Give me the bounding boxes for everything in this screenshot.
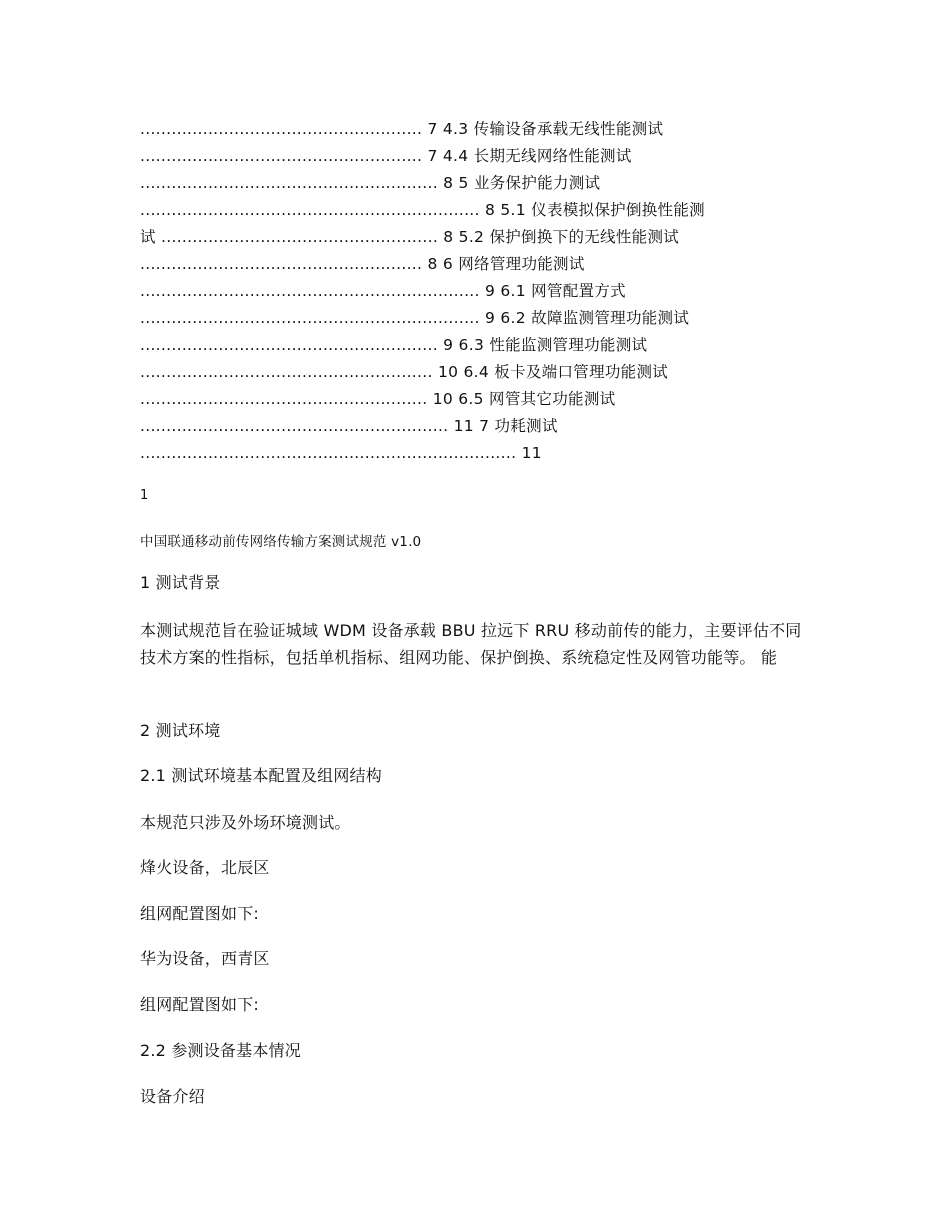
table-of-contents xyxy=(140,116,820,467)
toc-entry[interactable]: ...................................................... 7 4.4 长期无线网络性能测试 xyxy=(140,147,632,165)
toc-entry[interactable]: ........................................................... 11 7 功耗测试 xyxy=(140,417,558,435)
toc-entry[interactable]: ................................................................. 8 5.1 仪表模拟保护倒换性能测 xyxy=(140,201,705,219)
toc-entry[interactable]: ....................................................... 10 6.5 网管其它功能测试 xyxy=(140,390,616,408)
device-intro-text: 设备介绍 xyxy=(140,1087,205,1106)
toc-entry[interactable]: ...................................................... 8 6 网络管理功能测试 xyxy=(140,255,585,273)
toc-entry[interactable]: ......................................................... 9 6.3 性能监测管理功能测试 xyxy=(140,336,648,354)
section-heading-2-2: 2.2 参测设备基本情况 xyxy=(140,1041,301,1060)
section-heading-1: 1 测试背景 xyxy=(140,573,221,592)
page-number: 1 xyxy=(140,488,149,503)
toc-entry[interactable]: ........................................................................ 11 xyxy=(140,444,542,462)
section-2-1-paragraph: 本规范只涉及外场环境测试。 xyxy=(140,813,351,832)
toc-entry[interactable]: ......................................................... 8 5 业务保护能力测试 xyxy=(140,174,601,192)
toc-entry[interactable]: ........................................................ 10 6.4 板卡及端口管理功能测试 xyxy=(140,363,669,381)
document-header: 中国联通移动前传网络传输方案测试规范 v1.0 xyxy=(140,534,422,550)
huawei-device-text: 华为设备，西青区 xyxy=(140,949,270,968)
toc-entry[interactable]: 试 ..................................................... 8 5.2 保护倒换下的无线性能测试 xyxy=(140,228,680,246)
section-heading-2: 2 测试环境 xyxy=(140,721,221,740)
section-1-paragraph: 本测试规范旨在验证城域 WDM 设备承载 BBU 拉远下 RRU 移动前传的能力，主要评估不同技术方案的性指标，包括单机指标、组网功能、保护倒换、系统稳定性及网管功能等。 能 xyxy=(140,621,802,667)
section-heading-2-1: 2.1 测试环境基本配置及组网结构 xyxy=(140,766,382,785)
fiberhome-diagram-caption: 组网配置图如下: xyxy=(140,904,259,923)
toc-entry[interactable]: ...................................................... 7 4.3 传输设备承载无线性能测试 xyxy=(140,120,664,138)
toc-entry[interactable]: ................................................................. 9 6.2 故障监测管理功能测试 xyxy=(140,309,690,327)
huawei-diagram-caption: 组网配置图如下: xyxy=(140,995,259,1014)
toc-entry[interactable]: ................................................................. 9 6.1 网管配置方式 xyxy=(140,282,626,300)
fiberhome-device-text: 烽火设备，北辰区 xyxy=(140,858,270,877)
